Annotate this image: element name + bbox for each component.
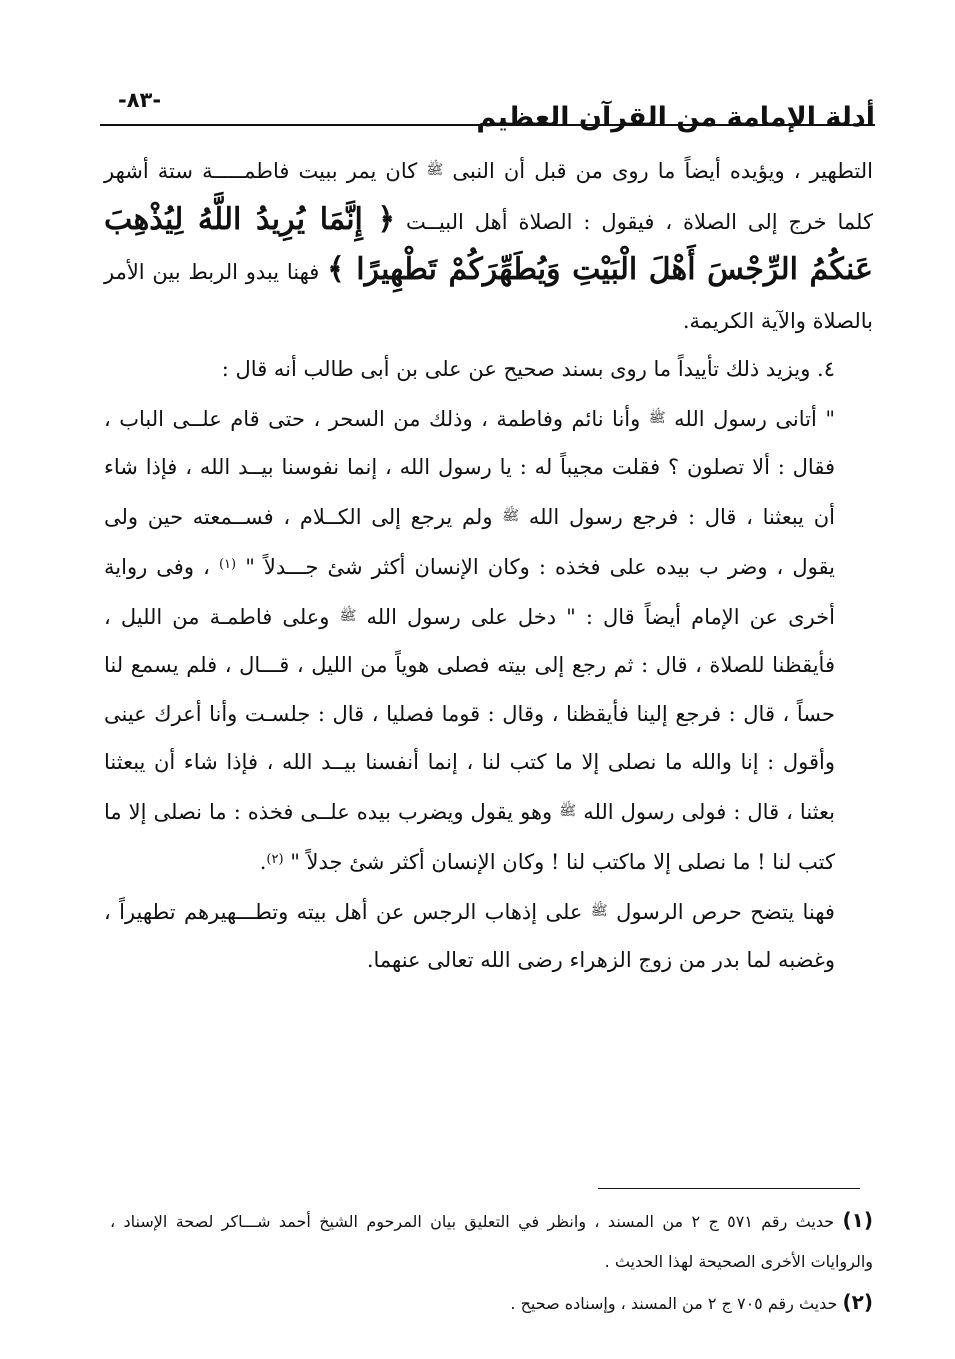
paragraph-1 [104, 146, 873, 345]
hadith-text-d: ، وفى رواية أخرى عن الإمام أيضاً قال : " دخل على رسول الله [104, 555, 835, 629]
footnote-2-number: (٢) [842, 1290, 873, 1314]
footnote-reference-1: (١) [218, 557, 237, 572]
honorific-symbol: ﷺ [590, 902, 608, 919]
footnote-2 [110, 1282, 873, 1324]
honorific-symbol: ﷺ [502, 507, 520, 524]
paragraph-2: ٤. ويزيد ذلك تأييداً ما روى بسند صحيح عن على بن أبى طالب أنه قال : [221, 357, 835, 381]
quran-verse: ﴿ إِنَّمَا يُرِيدُ اللَّهُ لِيُذْهِبَ عَنكُمُ الرِّجْسَ أَهْلَ الْبَيْتِ وَيُطَهِّرَكُمْ تَطْهِيرًا ﴾ [104, 201, 873, 287]
paragraph-1-end: فهنا يبدو الربط بين الأمر بالصلاة والآية الكريمة. [104, 260, 873, 333]
footnote-reference-2: (٢) [266, 852, 284, 867]
footnote-1-text: حديث رقم ٥٧١ ج ٢ من المسند ، وانظر في التعليق بيان المرحوم الشيخ أحمد شـــاكر لصحة الإسناد ، والروايات الأخرى الصحيحة لهذا الحديث . [110, 1212, 873, 1271]
conclusion-text-a: فهنا يتضح حرص الرسول [616, 899, 835, 924]
hadith-end: . [259, 850, 267, 874]
hadith-text-a: " أتانى رسول الله [674, 406, 835, 431]
hadith-text-b: وأنا نائم وفاطمة ، وذلك من السحر ، حتى قام علــى الباب ، فقال : ألا تصلون ؟ فقلت مجيباً له : يا رسول الله ، إنما نفوسنا بيــد الله ، فإذا شاء أن يبعثنا ، قال : فرجع رسول الله [104, 406, 835, 529]
footnote-1-number: (١) [842, 1208, 873, 1232]
conclusion-text-b: على إذهاب الرجس عن أهل بيته وتطـــهيرهم تطهيراً ، وغضبه لما بدر من زوج الزهراء رضى الله تعالى عنهما. [104, 899, 835, 972]
paragraph-3 [104, 394, 873, 887]
footnote-2-text: حديث رقم ٧٠٥ ج ٢ من المسند ، وإسناده صحيح . [510, 1294, 838, 1313]
hadith-text-f: وهو يقول ويضرب بيده علــى فخذه : ما نصلى إلا ما كتب لنا ! ما نصلى إلا ماكتب لنا ! وكان الإنسان أكثر شئ جدلاً " [104, 799, 835, 874]
header-rule [100, 124, 875, 126]
hadith-text-e: وعلى فاطمـة من الليل ، فأيقظنا للصلاة ، قال : ثم رجع إلى بيته فصلى هوياً من الليل ، قـــال ، فلم يسمع لنا حساً ، قال : فرجع إلينا فأيقظنا ، وقال : قوما فصليا ، قال : جلسـت وأنا أعرك عينى وأقول : إنا والله ما نصلى إلا ما كتب لنا ، إنما أنفسنا بيــد الله ، فإذا شاء أن يبعثنا بعثنا ، قال : فولى رسول الله [104, 604, 835, 824]
honorific-symbol: ﷺ [559, 802, 577, 819]
paragraph-1-mid: كان يمر ببيت فاطمـــــة ستة أشهر كلما خرج إلى الصلاة ، فيقول : الصلاة أهل البيــت [104, 159, 874, 234]
footnotes [110, 1200, 873, 1324]
honorific-symbol: ﷺ [648, 409, 666, 426]
hadith-text-c: ولم يرجع إلى الكــلام ، فســمعته حين ولى يقول ، وضر ب بيده على فخذه : وكان الإنسان أكثر شئ جـــدلاً " [104, 504, 835, 579]
footnote-rule [598, 1188, 860, 1189]
paragraph-1-start: التطهير ، ويؤيده أيضاً ما روى من قبل أن النبى [452, 159, 873, 183]
paragraph-4 [104, 887, 873, 985]
honorific-symbol: ﷺ [426, 162, 444, 178]
footnote-1 [110, 1200, 873, 1282]
honorific-symbol: ﷺ [339, 607, 357, 624]
page-number: -٨٣- [118, 88, 162, 112]
main-text [104, 146, 873, 985]
running-title: أدلة الإمامة من القرآن العظيم [476, 102, 875, 133]
